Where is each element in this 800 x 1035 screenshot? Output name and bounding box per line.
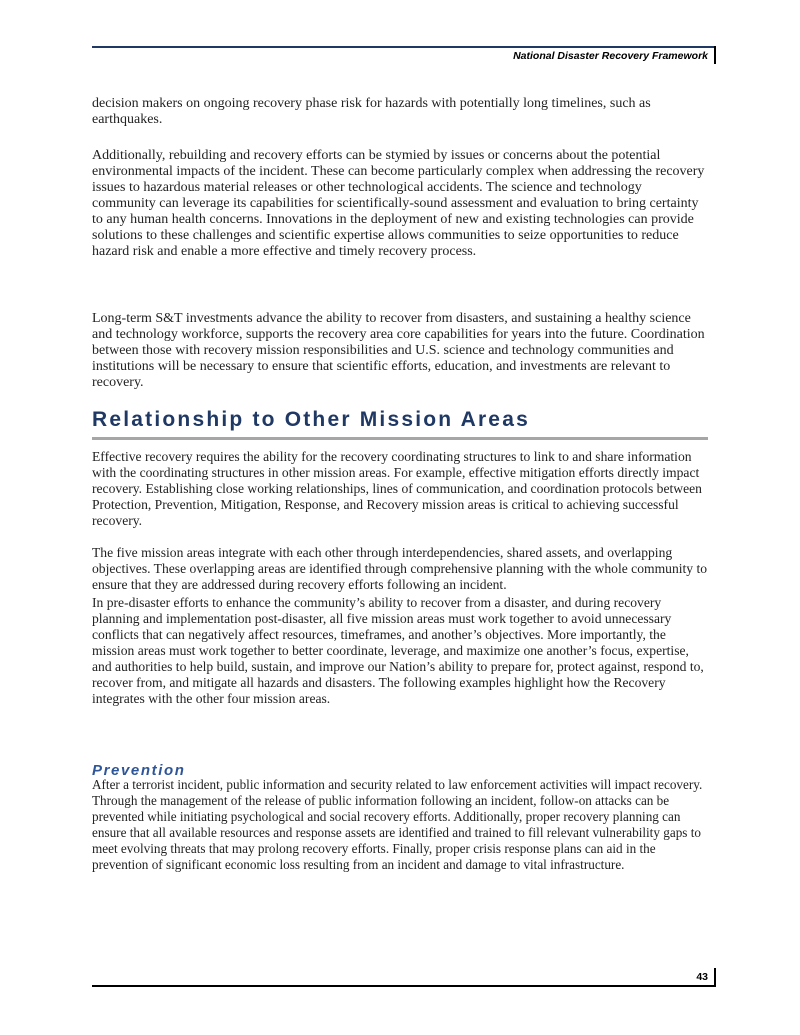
body-paragraph-3: Long-term S&T investments advance the ability to recover from disasters, and sustaining a healthy science and technology workforce, supports the recovery area core capabilities for years into the future. Coordination between those with recovery mission responsibilities and U.S. science and technology communities and institutions will be necessary to ensure that scientific efforts, education, and investments are relevant to recovery. xyxy=(92,311,705,390)
running-header-title: National Disaster Recovery Framework xyxy=(513,50,708,62)
body-paragraph-1: decision makers on ongoing recovery phase risk for hazards with potentially long timelines, such as earthquakes. xyxy=(92,96,651,127)
footer-rule xyxy=(92,985,716,987)
section-paragraph-3: In pre-disaster efforts to enhance the community’s ability to recover from a disaster, and during recovery planning and implementation post-disaster, all five mission areas must work together to avoid unnecessary conflicts that can negatively affect resources, timeframes, and another’s objectives. More importantly, the mission areas must work together to better coordinate, leverage, and maximize one another’s focus, expertise, and authorities to help build, sustain, and improve our Nation’s ability to prepare for, protect against, respond to, recover from, and mitigate all hazards and disasters. The following examples highlight how the Recovery integrates with the other four mission areas. xyxy=(92,595,704,706)
body-paragraph-2: Additionally, rebuilding and recovery efforts can be stymied by issues or concerns about the potential environmental impacts of the incident. These can become particularly complex when addressing the recovery issues to hazardous material releases or other technological accidents. The science and technology community can leverage its capabilities for scientifically-sound assessment and evaluation to bring certainty to any human health concerns. Innovations in the deployment of new and existing technologies can provide solutions to these challenges and scientific expertise allows communities to seize opportunities to reduce hazard risk and enable a more effective and timely recovery process. xyxy=(92,148,705,259)
header-rule xyxy=(92,46,716,48)
section-paragraph-2: The five mission areas integrate with each other through interdependencies, shared assets, and overlapping objectives. These overlapping areas are identified through comprehensive planning with the whole community to ensure that they are addressed during recovery efforts following an incident. xyxy=(92,545,708,592)
page-number: 43 xyxy=(696,971,708,983)
section-paragraph-1: Effective recovery requires the ability for the recovery coordinating structures to link to and share information with the coordinating structures in other mission areas. For example, effective mitigation efforts directly impact recovery. Establishing close working relationships, lines of communication, and coordination protocols between Protection, Prevention, Mitigation, Response, and Recovery mission areas is critical to achieving successful recovery. xyxy=(92,449,702,528)
section-heading-rule xyxy=(92,437,708,440)
section-heading: Relationship to Other Mission Areas xyxy=(92,408,530,431)
header-divider-tick xyxy=(714,46,716,64)
subsection-paragraph: After a terrorist incident, public information and security related to law enforcement activities will impact recovery. Through the management of the release of public information following an incident, follow-on attacks can be prevented while initiating psychological and social recovery efforts. Additionally, proper recovery planning can ensure that all available resources and response assets are identified and trained to fill relevant vulnerability gaps to meet evolving threats that may prolong recovery efforts. Finally, proper crisis response plans can aid in the prevention of significant economic loss resulting from an incident and damage to vital infrastructure. xyxy=(92,777,703,872)
subsection-heading: Prevention xyxy=(92,762,186,779)
